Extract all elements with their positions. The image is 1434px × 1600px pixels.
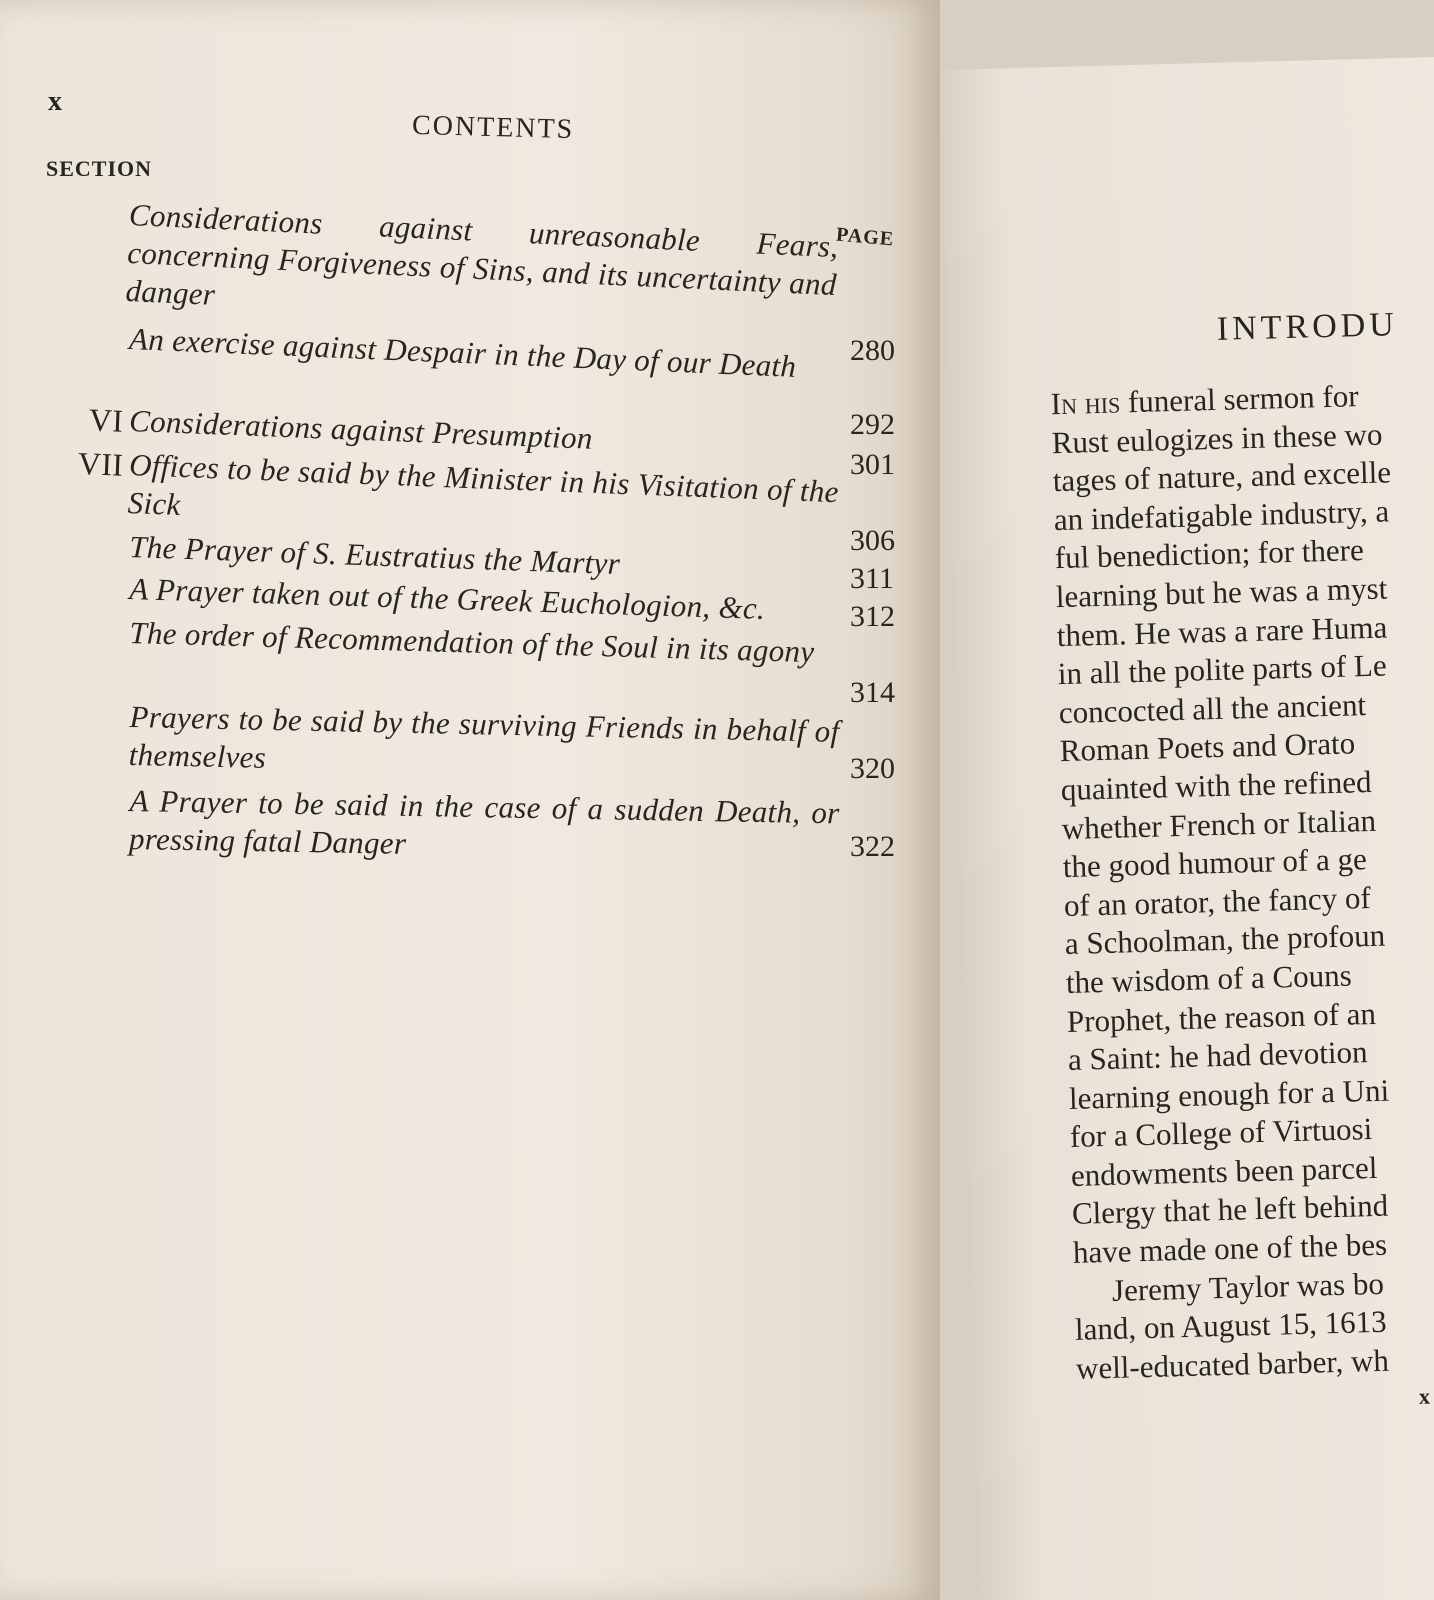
toc-page-number: 314	[850, 676, 895, 709]
text-line: land, on August 15, 1613	[1074, 1303, 1388, 1348]
page-column-label: PAGE	[835, 223, 895, 251]
text-line: a Saint: he had devotion	[1067, 1034, 1368, 1078]
toc-entry-title: Offices to be said by the Minister in his Visitation of the Sick	[127, 446, 840, 522]
text-line: Rust eulogizes in these wo	[1051, 416, 1383, 460]
toc-entry	[125, 196, 839, 342]
text-line: Clergy that he left behind	[1071, 1188, 1389, 1232]
toc-entry-section-number: VI	[88, 401, 124, 439]
toc-entry-section-number	[48, 525, 124, 528]
text-line: tages of nature, and excelle	[1052, 454, 1392, 499]
text-line: learning but he was a myst	[1055, 570, 1388, 615]
text-line: whether French or Italian	[1061, 802, 1377, 846]
toc-entry-title: A Prayer to be said in the case of a sudden Death, or pressing fatal Danger	[128, 782, 840, 861]
toc-entry-section-number	[48, 696, 124, 698]
toc-page-number: 292	[850, 408, 895, 441]
text-line: endowments been parcel	[1070, 1149, 1378, 1193]
drop-words: In his	[1050, 384, 1121, 422]
text-line: the wisdom of a Couns	[1065, 957, 1353, 1000]
text-line: In his funeral sermon for	[1050, 378, 1359, 422]
toc-entry-section-number	[48, 781, 124, 782]
toc-entry-section-number	[48, 567, 124, 569]
page-folio: x	[1418, 1383, 1431, 1409]
text-line: the good humour of a ge	[1062, 841, 1368, 885]
text-line: ful benediction; for there	[1054, 532, 1365, 576]
toc-entry-title: Prayers to be said by the surviving Friends in behalf of themselves	[128, 698, 840, 775]
text-line: in all the polite parts of Le	[1057, 647, 1388, 692]
toc-page-number: 301	[850, 448, 895, 481]
toc-entry-section-number: VII	[77, 445, 124, 483]
toc-entry-title: Considerations against Presumption	[128, 402, 594, 456]
text-line: Jeremy Taylor was bo	[1111, 1265, 1385, 1308]
toc-entry-section-number	[48, 612, 124, 614]
toc-entry	[128, 698, 839, 789]
toc-page-number: 311	[850, 562, 894, 595]
toc-entry-section-number	[48, 317, 124, 320]
toc-page-number: 306	[850, 524, 895, 557]
contents-heading: CONTENTS	[411, 109, 575, 146]
text-line: Roman Poets and Orato	[1059, 725, 1356, 769]
toc-entry-title: Considerations against unreasonable Fears, concerning Forgiveness of Sins, and its uncertainty and danger	[124, 196, 840, 312]
text-line: well-educated barber, wh	[1075, 1342, 1390, 1386]
text-line: learning enough for a Uni	[1068, 1072, 1390, 1116]
introduction-text	[1050, 374, 1434, 1388]
toc-entry-section-number	[48, 192, 124, 195]
toc-entry-title: An exercise against Despair in the Day of our Death	[128, 320, 797, 384]
text-line: them. He was a rare Huma	[1056, 609, 1388, 653]
toc-page-number: 322	[850, 830, 895, 863]
toc-entry	[129, 782, 840, 870]
text-line: Prophet, the reason of an	[1066, 995, 1377, 1039]
toc-page-number: 312	[850, 600, 895, 633]
section-column-label: SECTION	[46, 156, 153, 181]
toc-page-number: 280	[850, 334, 895, 367]
text-line: quainted with the refined	[1060, 763, 1372, 808]
text-line: an indefatigable industry, a	[1053, 493, 1390, 537]
text-line: have made one of the bes	[1072, 1226, 1388, 1270]
introduction-heading: INTRODU	[1216, 306, 1399, 348]
toc-entry-title: The order of Recommendation of the Soul in its agony	[128, 614, 815, 670]
text-line: of an orator, the fancy of	[1063, 879, 1372, 923]
text-line: a Schoolman, the profoun	[1064, 917, 1386, 962]
toc-page-number: 320	[850, 752, 895, 785]
right-page	[940, 56, 1434, 1600]
text-line: concocted all the ancient	[1058, 686, 1367, 730]
page-folio: x	[48, 86, 63, 117]
toc-entry-title: The Prayer of S. Eustratius the Martyr	[128, 528, 621, 582]
toc-entry-title: A Prayer taken out of the Greek Euchologion, &c.	[128, 570, 766, 626]
text-line: for a College of Virtuosi	[1069, 1111, 1373, 1155]
